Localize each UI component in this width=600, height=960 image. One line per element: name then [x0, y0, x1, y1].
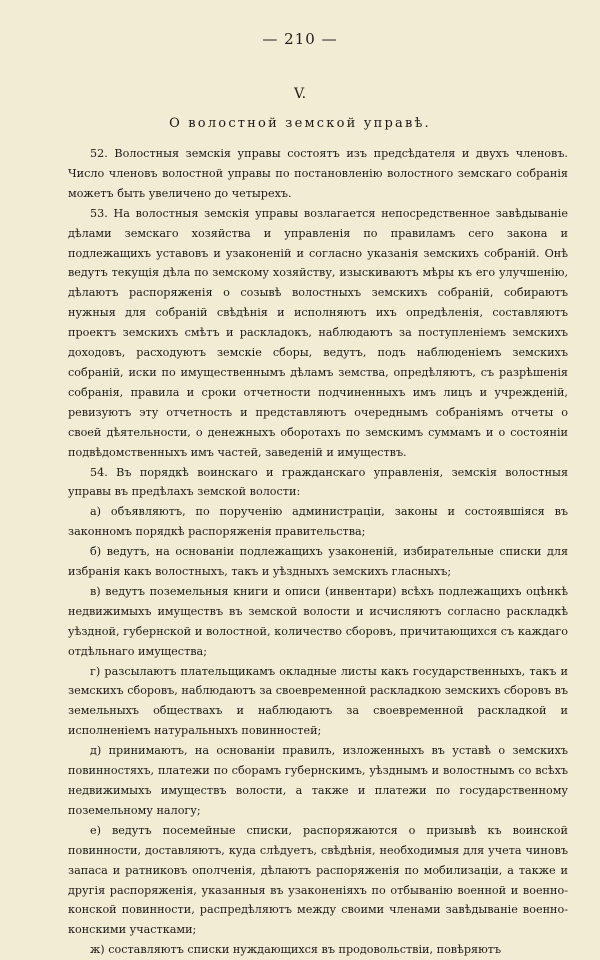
clause-v: в) ведутъ поземельныя книги и описи (инвентари) всѣхъ подлежащихъ оцѣнкѣ недвижимыхъ имуществъ въ земской волости и исчисляютъ согласно раскладкѣ уѣздной, губернской и волостной, количество сборовъ, причитающихся съ каждаго отдѣльнаго имущества;	[68, 584, 568, 658]
clause-d: д) принимаютъ, на основаніи правилъ, изложенныхъ въ уставѣ о земскихъ повинностяхъ, платежи по сборамъ губернскимъ, уѣзднымъ и волостнымъ со всѣхъ недвижимыхъ имуществъ волости, а также и платежи по государственному поземельному налогу;	[68, 744, 568, 817]
article-52: 52. Волостныя земскія управы состоятъ изъ предсѣдателя и двухъ членовъ. Число членовъ волостной управы по постановленію волостного земскаго собранія можетъ быть увеличено до четырехъ.	[68, 147, 568, 200]
page-number: — 210 —	[262, 30, 338, 48]
clause-b: б) ведутъ, на основаніи подлежащихъ узаконеній, избирательные списки для избранія какъ волостныхъ, такъ и уѣздныхъ земскихъ гласныхъ;	[68, 545, 568, 579]
clause-a: а) объявляютъ, по порученію администраціи, законы и состоявшіяся въ законномъ порядкѣ распоряженія правительства;	[68, 505, 568, 539]
clause-e: е) ведутъ посемейные списки, распоряжаются о призывѣ къ воинской повинности, доставляютъ, куда слѣдуетъ, свѣдѣнія, необходимыя для учета чиновъ запаса и ратниковъ ополченія, дѣлаютъ распоряженія по мобилизаціи, а также и другія распоряженія, указанныя въ узаконеніяхъ по отбыванію военной и военно-конской повинности, распредѣляютъ между своими членами завѣдываніе военно-конскими участками;	[68, 823, 568, 937]
section-numeral: V.	[293, 86, 307, 102]
section-title: О волостной земской управѣ.	[169, 116, 431, 131]
clause-zh: ж) составляютъ списки нуждающихся въ продовольствіи, повѣряютъ	[90, 943, 502, 957]
clause-g: г) разсылаютъ плательщикамъ окладные листы какъ государственныхъ, такъ и земскихъ сборовъ, наблюдаютъ за своевременной раскладкою земскихъ сборовъ въ земельныхъ обществахъ и наблюдаютъ за своевременной раскладкой и исполненіемъ натуральныхъ повинностей;	[68, 664, 568, 738]
body-text	[68, 144, 568, 960]
article-54: 54. Въ порядкѣ воинскаго и гражданскаго управленія, земскія волостныя управы въ предѣлахъ земской волости:	[68, 465, 568, 499]
article-53: 53. На волостныя земскія управы возлагается непосредственное завѣдываніе дѣлами земскаго хозяйства и управленія по правиламъ сего закона и подлежащихъ уставовъ и узаконеній и согласно указанія земскихъ собраній. Онѣ ведутъ текущія дѣла по земскому хозяйству, изыскиваютъ мѣры къ его улучшенію, дѣлаютъ распоряженія о созывѣ волостныхъ земскихъ собраній, собираютъ нужныя для собраній свѣдѣнія и исполняютъ ихъ опредѣленія, составляютъ проектъ земскихъ смѣтъ и раскладокъ, наблюдаютъ за поступленіемъ земскихъ доходовъ, расходуютъ земскіе сборы, ведутъ, подъ наблюденіемъ земскихъ собраній, иски по имущественнымъ дѣламъ земства, опредѣляютъ, съ разрѣшенія собранія, правила и сроки отчетности подчиненныхъ имъ лицъ и учрежденій, ревизуютъ эту отчетность и представляютъ очереднымъ собраніямъ отчеты о своей дѣятельности, о денежныхъ оборотахъ по земскимъ суммамъ и о состояніи подвѣдомственныхъ имъ частей, заведеній и имуществъ.	[68, 206, 568, 459]
